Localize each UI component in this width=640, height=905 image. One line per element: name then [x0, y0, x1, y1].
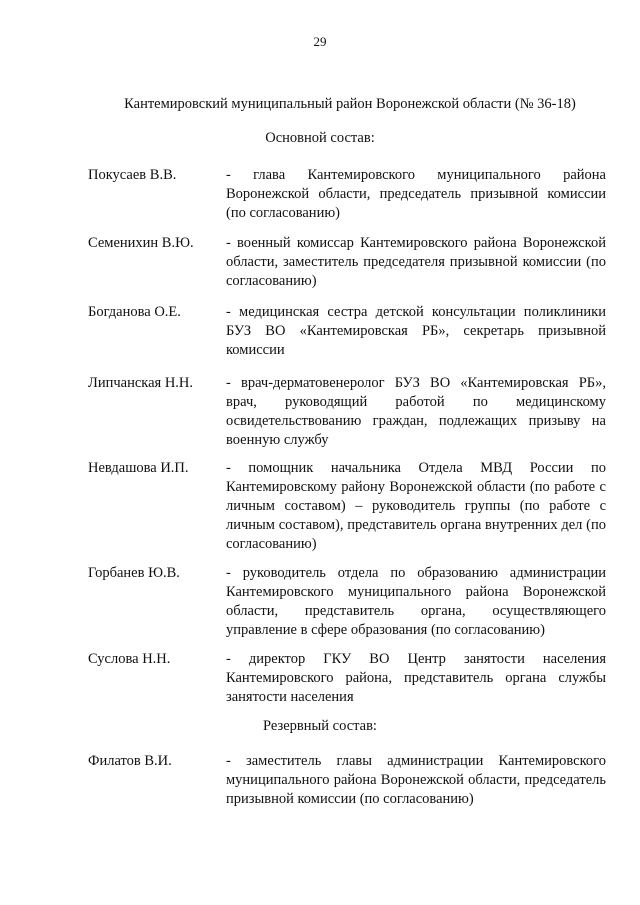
page-number: 29 [313, 34, 327, 49]
member-description: - глава Кантемировского муниципального района Воронежской области, председатель призывной комиссии (по согласованию) [226, 167, 606, 221]
member-name: Семенихин В.Ю. [88, 235, 194, 251]
member-description: - медицинская сестра детской консультации поликлиники БУЗ ВО «Кантемировская РБ», секретарь призывной комиссии [226, 304, 606, 358]
member-name: Горбанев Ю.В. [88, 565, 180, 581]
member-description: - директор ГКУ ВО Центр занятости населения Кантемировского района, представитель органа службы занятости населения [226, 651, 606, 705]
member-description: - военный комиссар Кантемировского района Воронежской области, заместитель председателя призывной комиссии (по согласованию) [226, 235, 606, 289]
member-name: Покусаев В.В. [88, 167, 177, 183]
member-description: - врач-дерматовенеролог БУЗ ВО «Кантемировская РБ», врач, руководящий работой по медицинскому освидетельствованию граждан, подлежащих призыву на военную службу [226, 375, 606, 448]
member-name: Суслова Н.Н. [88, 651, 171, 667]
reserve-section-heading: Резервный состав: [263, 718, 377, 734]
member-name: Богданова О.Е. [88, 304, 181, 320]
member-name: Липчанская Н.Н. [88, 375, 194, 391]
main-section-heading: Основной состав: [265, 130, 375, 146]
member-name: Филатов В.И. [88, 753, 172, 769]
member-description: - помощник начальника Отдела МВД России по Кантемировскому району Воронежской области (по работе с личным составом) – руководитель группы (по работе с личным составом), представитель органа внутренних дел (по согласованию) [226, 460, 606, 552]
member-description: - заместитель главы администрации Кантемировского муниципального района Воронежской области, председатель призывной комиссии (по согласованию) [226, 753, 606, 807]
member-name: Невдашова И.П. [88, 460, 189, 476]
member-description: - руководитель отдела по образованию администрации Кантемировского муниципального района Воронежской области, представитель органа, осуществляющего управление в сфере образования (по согласованию) [226, 565, 606, 638]
document-title: Кантемировский муниципальный район Воронежской области (№ 36-18) [124, 96, 576, 112]
